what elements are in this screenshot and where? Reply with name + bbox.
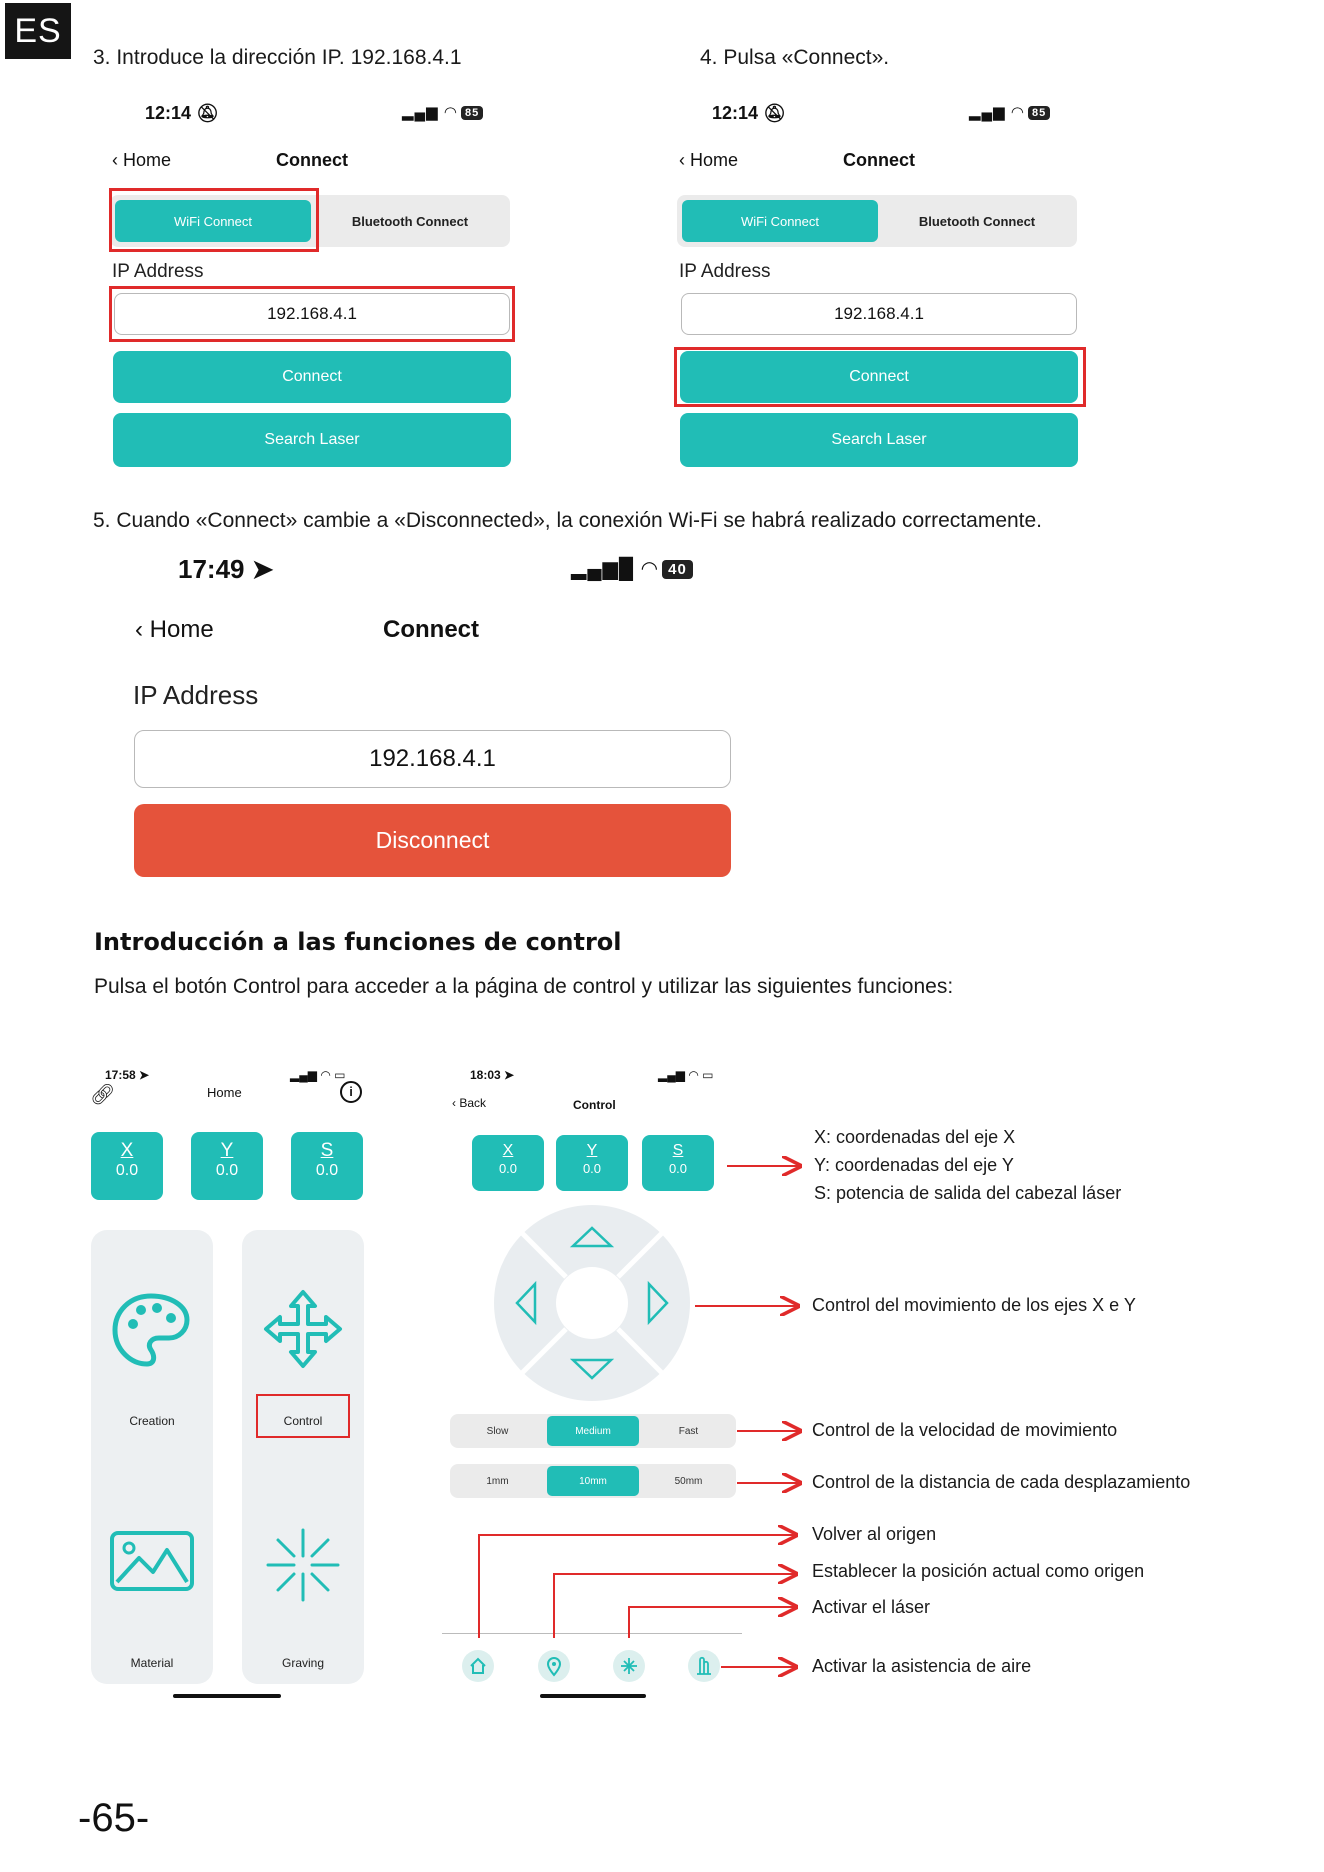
signal-icon: ▂▄▆ — [290, 1068, 317, 1082]
location-arrow-icon: ➤ — [139, 1068, 150, 1082]
signal-icon: ▂▄▆█ — [571, 558, 635, 580]
nav-title: Connect — [276, 150, 348, 170]
disconnect-button[interactable]: Disconnect — [134, 804, 731, 877]
annotation-y: Y: coordenadas del eje Y — [814, 1155, 1014, 1175]
back-label: Home — [123, 150, 172, 170]
wifi-icon: ◠ — [1010, 104, 1025, 121]
language-tag: ES — [5, 3, 71, 59]
annotation-speed: Control de la velocidad de movimiento — [812, 1420, 1118, 1440]
s-power-value: 0.0 — [668, 1161, 688, 1176]
distance-option-50mm[interactable]: 50mm — [674, 1475, 703, 1487]
annotation-laser: Activar el láser — [812, 1597, 931, 1617]
s-power-label: S — [672, 1142, 684, 1159]
annotation-x: X: coordenadas del eje X — [814, 1127, 1016, 1147]
battery-icon: ▭ — [334, 1068, 346, 1082]
link-icon[interactable]: 🔗︎ — [90, 1084, 116, 1106]
nav-title: Control — [573, 1098, 616, 1112]
annotation-move: Control del movimiento de los ejes X e Y — [812, 1295, 1136, 1315]
chevron-left-icon: ‹ — [679, 150, 685, 170]
battery-icon: 85 — [461, 106, 483, 120]
section-intro: Pulsa el botón Control para acceder a la página de control y utilizar las siguientes funciones: — [94, 975, 954, 998]
s-power-label: S — [320, 1140, 334, 1161]
location-arrow-icon: ➤ — [504, 1068, 515, 1082]
ip-address-label: IP Address — [679, 261, 771, 282]
search-laser-button[interactable]: Search Laser — [113, 413, 511, 467]
chevron-left-icon: ‹ — [135, 616, 143, 643]
back-label: Home — [690, 150, 739, 170]
info-icon[interactable]: i — [340, 1081, 362, 1103]
speed-option-medium[interactable]: Medium — [547, 1416, 639, 1446]
card-label-control: Control — [283, 1414, 323, 1428]
ip-address-label: IP Address — [133, 680, 259, 710]
x-coordinate-label: X — [120, 1140, 134, 1161]
ip-address-input[interactable]: 192.168.4.1 — [681, 293, 1077, 335]
annotation-set-origin: Establecer la posición actual como origen — [812, 1561, 1145, 1581]
connect-button[interactable]: Connect — [680, 351, 1078, 403]
back-label: Home — [149, 616, 214, 643]
chevron-left-icon: ‹ — [112, 150, 118, 170]
status-time-text: 18:03 — [470, 1068, 501, 1082]
wifi-icon: ◠ — [443, 104, 458, 121]
mute-icon: 🔕︎ — [763, 103, 786, 123]
signal-icon: ▂▄▆ — [969, 104, 1006, 121]
step-3-caption: 3. Introduce la dirección IP. 192.168.4.1 — [93, 46, 462, 69]
battery-icon: 40 — [662, 560, 693, 579]
status-time-text: 17:58 — [105, 1068, 136, 1082]
ip-address-input[interactable]: 192.168.4.1 — [134, 730, 731, 788]
location-arrow-icon: ➤ — [251, 554, 274, 584]
nav-title: Connect — [383, 616, 479, 643]
ip-address-label: IP Address — [112, 261, 204, 282]
wifi-icon: ◠ — [688, 1068, 699, 1082]
y-coordinate-label: Y — [586, 1142, 598, 1159]
card-label-creation: Creation — [129, 1414, 175, 1428]
status-time-text: 12:14 — [712, 103, 759, 123]
y-coordinate-value: 0.0 — [582, 1161, 602, 1176]
step-4-caption: 4. Pulsa «Connect». — [700, 46, 890, 69]
chevron-left-icon: ‹ — [452, 1096, 456, 1110]
annotation-home: Volver al origen — [812, 1524, 937, 1544]
tab-wifi-connect[interactable]: WiFi Connect — [682, 200, 878, 242]
annotation-distance: Control de la distancia de cada desplazamiento — [812, 1472, 1191, 1492]
back-label: Back — [459, 1096, 487, 1110]
mute-icon: 🔕︎ — [196, 103, 219, 123]
page-number: -65- — [78, 1796, 150, 1840]
status-time-text: 17:49 — [178, 554, 245, 584]
wifi-icon: ◠ — [320, 1068, 331, 1082]
battery-icon: 85 — [1028, 106, 1050, 120]
signal-icon: ▂▄▆ — [658, 1068, 685, 1082]
annotation-s: S: potencia de salida del cabezal láser — [814, 1183, 1122, 1203]
battery-icon: ▭ — [702, 1068, 714, 1082]
s-power-value: 0.0 — [315, 1162, 339, 1179]
step-5-caption: 5. Cuando «Connect» cambie a «Disconnected», la conexión Wi-Fi se habrá realizado correctamente. — [93, 509, 1043, 532]
card-label-material: Material — [130, 1656, 174, 1670]
annotation-air: Activar la asistencia de aire — [812, 1656, 1032, 1676]
tab-bluetooth-connect[interactable]: Bluetooth Connect — [918, 213, 1036, 229]
tab-bluetooth-connect[interactable]: Bluetooth Connect — [351, 213, 469, 229]
ip-address-input[interactable]: 192.168.4.1 — [114, 293, 510, 335]
x-coordinate-value: 0.0 — [115, 1162, 139, 1179]
search-laser-button[interactable]: Search Laser — [680, 413, 1078, 467]
distance-option-1mm[interactable]: 1mm — [486, 1475, 509, 1487]
x-coordinate-value: 0.0 — [498, 1161, 518, 1176]
tab-wifi-connect[interactable]: WiFi Connect — [115, 200, 311, 242]
nav-title: Connect — [843, 150, 915, 170]
nav-title: Home — [207, 1085, 242, 1100]
speed-option-fast[interactable]: Fast — [678, 1425, 699, 1437]
connect-button[interactable]: Connect — [113, 351, 511, 403]
y-coordinate-value: 0.0 — [215, 1162, 239, 1179]
distance-option-10mm[interactable]: 10mm — [547, 1466, 639, 1496]
signal-icon: ▂▄▆ — [402, 104, 439, 121]
speed-option-slow[interactable]: Slow — [486, 1425, 509, 1437]
card-label-graving: Graving — [281, 1656, 325, 1670]
wifi-icon: ◠ — [640, 558, 660, 580]
status-time-text: 12:14 — [145, 103, 192, 123]
y-coordinate-label: Y — [220, 1140, 234, 1161]
x-coordinate-label: X — [502, 1142, 514, 1159]
section-heading: Introducción a las funciones de control — [94, 928, 622, 956]
